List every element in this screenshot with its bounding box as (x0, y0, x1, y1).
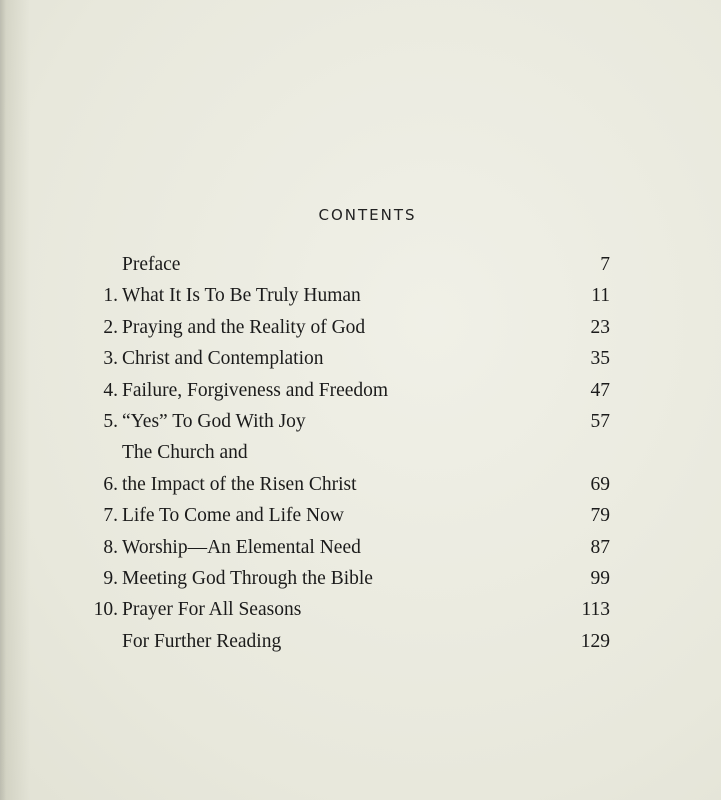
chapter-title-line: Christ and Contemplation (122, 348, 324, 370)
chapter-title-line: Meeting God Through the Bible (122, 568, 373, 590)
toc-entry (82, 406, 610, 437)
page-number: 79 (590, 505, 610, 527)
chapter-title (122, 343, 560, 374)
toc-entry (82, 280, 610, 311)
page-number: 129 (580, 630, 610, 652)
chapter-title-line: Prayer For All Seasons (122, 599, 302, 621)
chapter-title (122, 375, 560, 406)
table-of-contents (82, 249, 610, 657)
chapter-number: 9. (103, 568, 118, 590)
page-number: 69 (590, 473, 610, 495)
chapter-title (122, 437, 560, 500)
toc-entry (82, 343, 610, 374)
chapter-number: 2. (103, 316, 118, 338)
toc-entry (82, 563, 610, 594)
chapter-number: 5. (103, 411, 118, 433)
page-number: 113 (581, 599, 610, 621)
chapter-title (122, 500, 560, 531)
chapter-title (122, 626, 560, 657)
chapter-title-line: Failure, Forgiveness and Freedom (122, 379, 389, 401)
chapter-title-line: For Further Reading (122, 630, 282, 652)
page-number: 57 (590, 411, 610, 433)
chapter-title-line: Worship—An Elemental Need (122, 536, 361, 558)
chapter-title (122, 532, 560, 563)
toc-entry (82, 375, 610, 406)
toc-entry (82, 437, 610, 500)
chapter-title (122, 594, 560, 625)
page-number: 35 (590, 348, 610, 370)
chapter-title (122, 563, 560, 594)
toc-entry (82, 312, 610, 343)
toc-entry (82, 500, 610, 531)
chapter-number: 7. (103, 505, 118, 527)
page-number: 7 (600, 254, 610, 275)
chapter-title (122, 249, 560, 280)
toc-entry (82, 594, 610, 625)
chapter-title-line: the Impact of the Risen Christ (122, 473, 357, 495)
page-number: 11 (591, 285, 610, 307)
chapter-title (122, 280, 560, 311)
chapter-title-line: The Church and (122, 442, 248, 464)
toc-entry (82, 626, 610, 657)
chapter-number: 1. (103, 285, 118, 307)
chapter-title-line: Preface (122, 254, 181, 275)
page-number: 99 (590, 568, 610, 590)
chapter-title-line: Life To Come and Life Now (122, 505, 344, 527)
chapter-number: 3. (103, 348, 118, 370)
chapter-number: 8. (103, 536, 118, 558)
spine-shadow (0, 0, 6, 800)
chapter-title-line: “Yes” To God With Joy (122, 411, 306, 433)
toc-entry (82, 532, 610, 563)
page-number: 87 (590, 536, 610, 558)
page-number: 47 (590, 379, 610, 401)
chapter-number: 4. (103, 379, 118, 401)
chapter-title-line: Praying and the Reality of God (122, 316, 366, 338)
chapter-title (122, 406, 560, 437)
chapter-title (122, 312, 560, 343)
page-number: 23 (590, 316, 610, 338)
contents-heading: CONTENTS (318, 206, 417, 224)
toc-entry (82, 249, 610, 280)
chapter-title-line: What It Is To Be Truly Human (122, 285, 361, 307)
chapter-number: 10. (93, 599, 118, 621)
chapter-number: 6. (103, 473, 118, 495)
